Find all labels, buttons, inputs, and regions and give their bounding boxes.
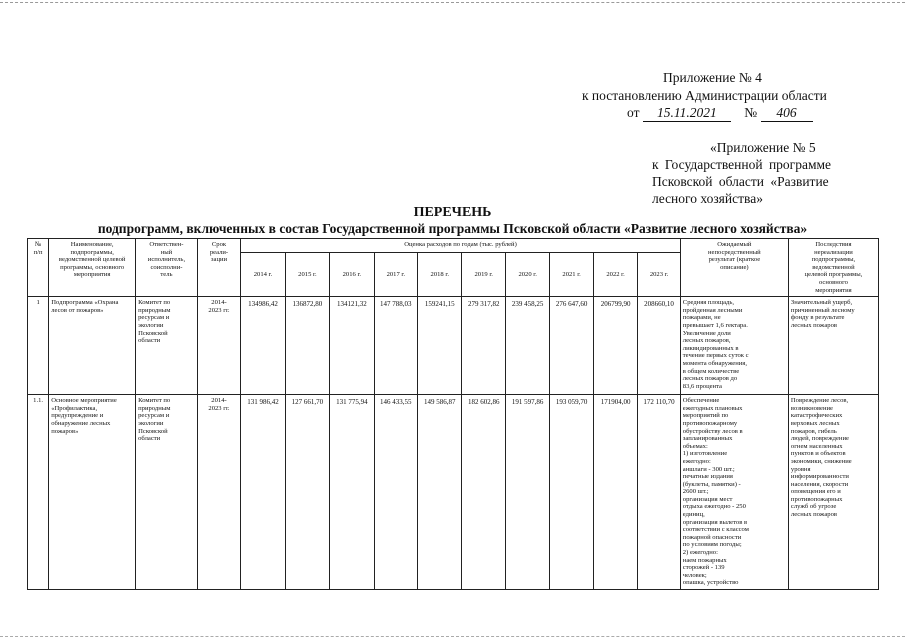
cell-text-line: 2023 гг. (208, 404, 230, 412)
cost-value-cell: 191 597,86 (505, 395, 549, 590)
row-consequences-cell (788, 297, 878, 395)
cell-text-line: уровня (790, 465, 811, 473)
cell-text-line: Обеспечение (682, 397, 720, 405)
year-header: 2015 г. (285, 253, 329, 297)
col-num-header (28, 239, 49, 297)
cost-value-cell: 172 110,70 (638, 395, 681, 590)
cell-text-line: лесных пожаров (790, 511, 837, 519)
cell-text-line: человек; (682, 571, 707, 579)
header-text-line: результат (краткое (708, 256, 761, 264)
cell-text-line: лесных пожаров до (682, 375, 738, 383)
header-text-line: подпрограммы, (70, 248, 114, 256)
cell-text-line: Псковской (138, 329, 168, 337)
cell-text-line: ресурсам и (138, 412, 170, 420)
cell-text-line: 2600 шт.; (682, 488, 709, 496)
cell-text-line: 83,6 процента (682, 382, 722, 390)
header-text-line: п/п (33, 248, 43, 256)
cell-text-line: обнаружение лесных (51, 419, 111, 427)
subprograms-table (27, 238, 879, 590)
year-header: 2014 г. (241, 253, 285, 297)
cell-text-line: лесных пожаров (790, 321, 837, 329)
cell-text-line: Псковской (138, 427, 168, 435)
cell-text-line: ежегодно: (682, 457, 711, 465)
cost-value-cell: 134121,32 (330, 297, 374, 395)
col-period-header (197, 239, 240, 297)
cell-text-line: по условиям погоды; (682, 541, 742, 549)
cell-text-line: соответствии с классом (682, 526, 749, 534)
cell-text-line: противопожарных (790, 495, 843, 503)
header-text-line: нереализации (814, 248, 853, 256)
cell-text-line: пожаров» (51, 427, 79, 435)
cell-text-line: фонду в результате (790, 314, 845, 322)
header-text-line: целевой программы, (804, 271, 863, 279)
cell-text-line: противопожарному (682, 419, 738, 427)
cell-text-line: пожарной опасности (682, 533, 742, 541)
cell-text-line: пройденная лесными (682, 306, 743, 314)
cell-text-line: оповещения его и (790, 488, 841, 496)
appendix4-number: 406 (761, 105, 813, 122)
cell-text-line: единиц, (682, 511, 705, 519)
appendix4-line2: к постановлению Администрации области (582, 88, 827, 103)
cell-text-line: возникновение (790, 404, 833, 412)
header-text-line: Ожидаемый (717, 241, 752, 248)
cost-value-cell: 206799,90 (593, 297, 637, 395)
cell-text-line: природным (138, 404, 171, 412)
cost-value-cell: 127 661,70 (285, 395, 329, 590)
header-text-line: реали- (209, 248, 229, 256)
appendix4-date: 15.11.2021 (643, 105, 731, 122)
col-costs-header: Оценка расходов по годам (тыс. рублей) (241, 239, 681, 253)
cell-text-line: области (138, 435, 161, 443)
year-header: 2017 г. (374, 253, 417, 297)
cell-text-line: аншлаги - 300 шт.; (682, 465, 735, 473)
cell-text-line: Значительный ущерб, (790, 299, 853, 307)
cell-text-line: запланированных (682, 435, 733, 443)
header-text-line: Срок (211, 241, 227, 248)
header-text-line: мероприятия (815, 286, 852, 294)
cell-text-line: верховых лесных (790, 419, 840, 427)
row-name-cell (49, 395, 136, 590)
cell-text-line: организация мест (682, 495, 733, 503)
cell-text-line: объемах: (682, 442, 708, 450)
header-text-line: соисполни- (150, 263, 183, 271)
year-header: 2021 г. (550, 253, 593, 297)
cell-text-line: людей, повреждение (790, 435, 849, 443)
cost-value-cell: 134986,42 (241, 297, 285, 395)
cell-text-line: катастрофических (790, 412, 843, 420)
cell-text-line: Комитет по (138, 299, 171, 307)
cell-text-line: мероприятий по (682, 412, 729, 420)
cost-value-cell: 146 433,55 (374, 395, 417, 590)
cell-text-line: Средняя площадь, (682, 299, 735, 307)
cost-value-cell: 149 586,87 (418, 395, 462, 590)
col-executor-header (136, 239, 198, 297)
year-header: 2020 г. (505, 253, 549, 297)
row-number-cell: 1 (28, 297, 49, 395)
cost-value-cell: 279 317,82 (462, 297, 505, 395)
header-text-line: основного (818, 278, 848, 286)
cell-text-line: лесных пожаров, (682, 337, 731, 345)
cell-text-line: печатные издания (682, 473, 733, 481)
row-executor-cell (136, 395, 198, 590)
row-number-cell: 1.1. (28, 395, 49, 590)
cell-text-line: опашка, устройство (682, 579, 739, 587)
cost-value-cell: 131 986,42 (241, 395, 285, 590)
cell-text-line: превышает 1,6 гектара. (682, 321, 748, 329)
header-text-line: № (34, 241, 42, 248)
row-period-cell (197, 297, 240, 395)
document-subtitle: подпрограмм, включенных в состав Государственной программы Псковской области «Развитие лесного хозяйства» (97, 221, 808, 236)
row-period-cell (197, 395, 240, 590)
header-text-line: описание) (720, 263, 749, 271)
cost-value-cell: 208660,10 (638, 297, 681, 395)
cell-text-line: пожаров, гибель (790, 427, 837, 435)
cell-text-line: экологии (138, 419, 164, 427)
header-text-line: исполнитель, (147, 256, 186, 264)
header-text-line: зации (210, 256, 228, 264)
cell-text-line: 2014- (211, 397, 227, 405)
cell-text-line: наем пожарных (682, 556, 727, 564)
cell-text-line: 2014- (211, 299, 227, 307)
cell-text-line: ресурсам и (138, 314, 170, 322)
scan-edge-top (0, 2, 905, 4)
header-text-line: программы, основного (60, 263, 125, 271)
cell-text-line: экологии (138, 321, 164, 329)
cell-text-line: Основное мероприятие (51, 397, 117, 405)
year-header: 2019 г. (462, 253, 505, 297)
header-text-line: Ответствен- (149, 241, 184, 248)
cell-text-line: «Профилактика, (51, 404, 98, 412)
cell-text-line: ликвидированных в (682, 344, 739, 352)
header-text-line: тель (160, 271, 173, 279)
cell-text-line: предупреждение и (51, 412, 104, 420)
header-text-line: непосредственный (708, 248, 761, 256)
appendix4-no-sign: № (744, 105, 758, 120)
col-name-header (49, 239, 136, 297)
cell-text-line: Увеличение доли (682, 329, 731, 337)
cost-value-cell: 159241,15 (418, 297, 462, 395)
row-executor-cell (136, 297, 198, 395)
cost-value-cell: 147 788,03 (374, 297, 417, 395)
appendix4-title: Приложение № 4 (663, 70, 762, 85)
cell-text-line: (буклеты, памятки) - (682, 480, 741, 488)
row-consequences-cell (788, 395, 878, 590)
scan-edge-bottom (0, 636, 905, 638)
cell-text-line: лесов от пожаров» (51, 306, 104, 314)
cell-text-line: природным (138, 306, 171, 314)
cell-text-line: в общем количестве (682, 367, 740, 375)
header-text-line: Наименование, (70, 241, 114, 248)
cell-text-line: ежегодных плановых (682, 404, 743, 412)
cell-text-line: огнем населенных (790, 442, 843, 450)
cost-value-cell: 136872,80 (285, 297, 329, 395)
cell-text-line: Подпрограмма «Охрана (51, 299, 119, 307)
cell-text-line: причиненный лесному (790, 306, 855, 314)
appendix5-title: «Приложение № 5 (710, 140, 816, 155)
header-text-line: мероприятия (73, 271, 111, 279)
cost-value-cell: 171904,00 (593, 395, 637, 590)
cell-text-line: информированности (790, 473, 849, 481)
cell-text-line: 1) изготовление (682, 450, 728, 458)
cell-text-line: экономики, снижение (790, 457, 852, 465)
cell-text-line: области (138, 337, 161, 345)
row-result-cell (680, 395, 788, 590)
cost-value-cell: 131 775,94 (330, 395, 374, 590)
year-header: 2016 г. (330, 253, 374, 297)
cell-text-line: момента обнаружения, (682, 359, 747, 367)
cell-text-line: населения, скорости (790, 480, 849, 488)
cell-text-line: Повреждение лесов, (790, 397, 849, 405)
year-header: 2023 г. (638, 253, 681, 297)
appendix5-line2: к Государственной программе (652, 157, 832, 172)
appendix5-line4: лесного хозяйства» (652, 191, 763, 206)
cell-text-line: пунктов и объектов (790, 450, 846, 458)
cell-text-line: сторожей - 139 (682, 564, 725, 572)
cell-text-line: течение первых суток с (682, 352, 749, 360)
table-row (28, 297, 879, 395)
cost-value-cell: 239 458,25 (505, 297, 549, 395)
header-text-line: ведомственной целевой (58, 256, 126, 264)
cell-text-line: отдыха ежегодно - 250 (682, 503, 746, 511)
cost-value-cell: 193 059,70 (550, 395, 593, 590)
header-row-1 (28, 239, 879, 253)
year-header: 2022 г. (593, 253, 637, 297)
cell-text-line: 2) ежегодно: (682, 549, 718, 557)
cell-text-line: пожарами, не (682, 314, 721, 322)
year-header: 2018 г. (418, 253, 462, 297)
appendix5-line3: Псковской области «Развитие (652, 174, 829, 189)
appendix4-ot: от (627, 105, 640, 120)
cell-text-line: Комитет по (138, 397, 171, 405)
col-result-header (680, 239, 788, 297)
header-text-line: подпрограммы, (811, 256, 856, 264)
header-text-line: ведомственной (812, 263, 855, 271)
row-result-cell (680, 297, 788, 395)
cell-text-line: обустройству лесов в (682, 427, 743, 435)
cell-text-line: организация вылетов в (682, 518, 748, 526)
col-consequences-header (788, 239, 878, 297)
header-text-line: ный (160, 248, 173, 256)
header-text-line: Последствия (815, 241, 852, 248)
cost-value-cell: 182 602,86 (462, 395, 505, 590)
cost-value-cell: 276 647,60 (550, 297, 593, 395)
cell-text-line: 2023 гг. (208, 306, 230, 314)
row-name-cell (49, 297, 136, 395)
cell-text-line: служб об угрозе (790, 503, 837, 511)
table-row (28, 395, 879, 590)
appendix4-date-line (627, 105, 813, 122)
document-title: ПЕРЕЧЕНЬ (413, 205, 492, 220)
